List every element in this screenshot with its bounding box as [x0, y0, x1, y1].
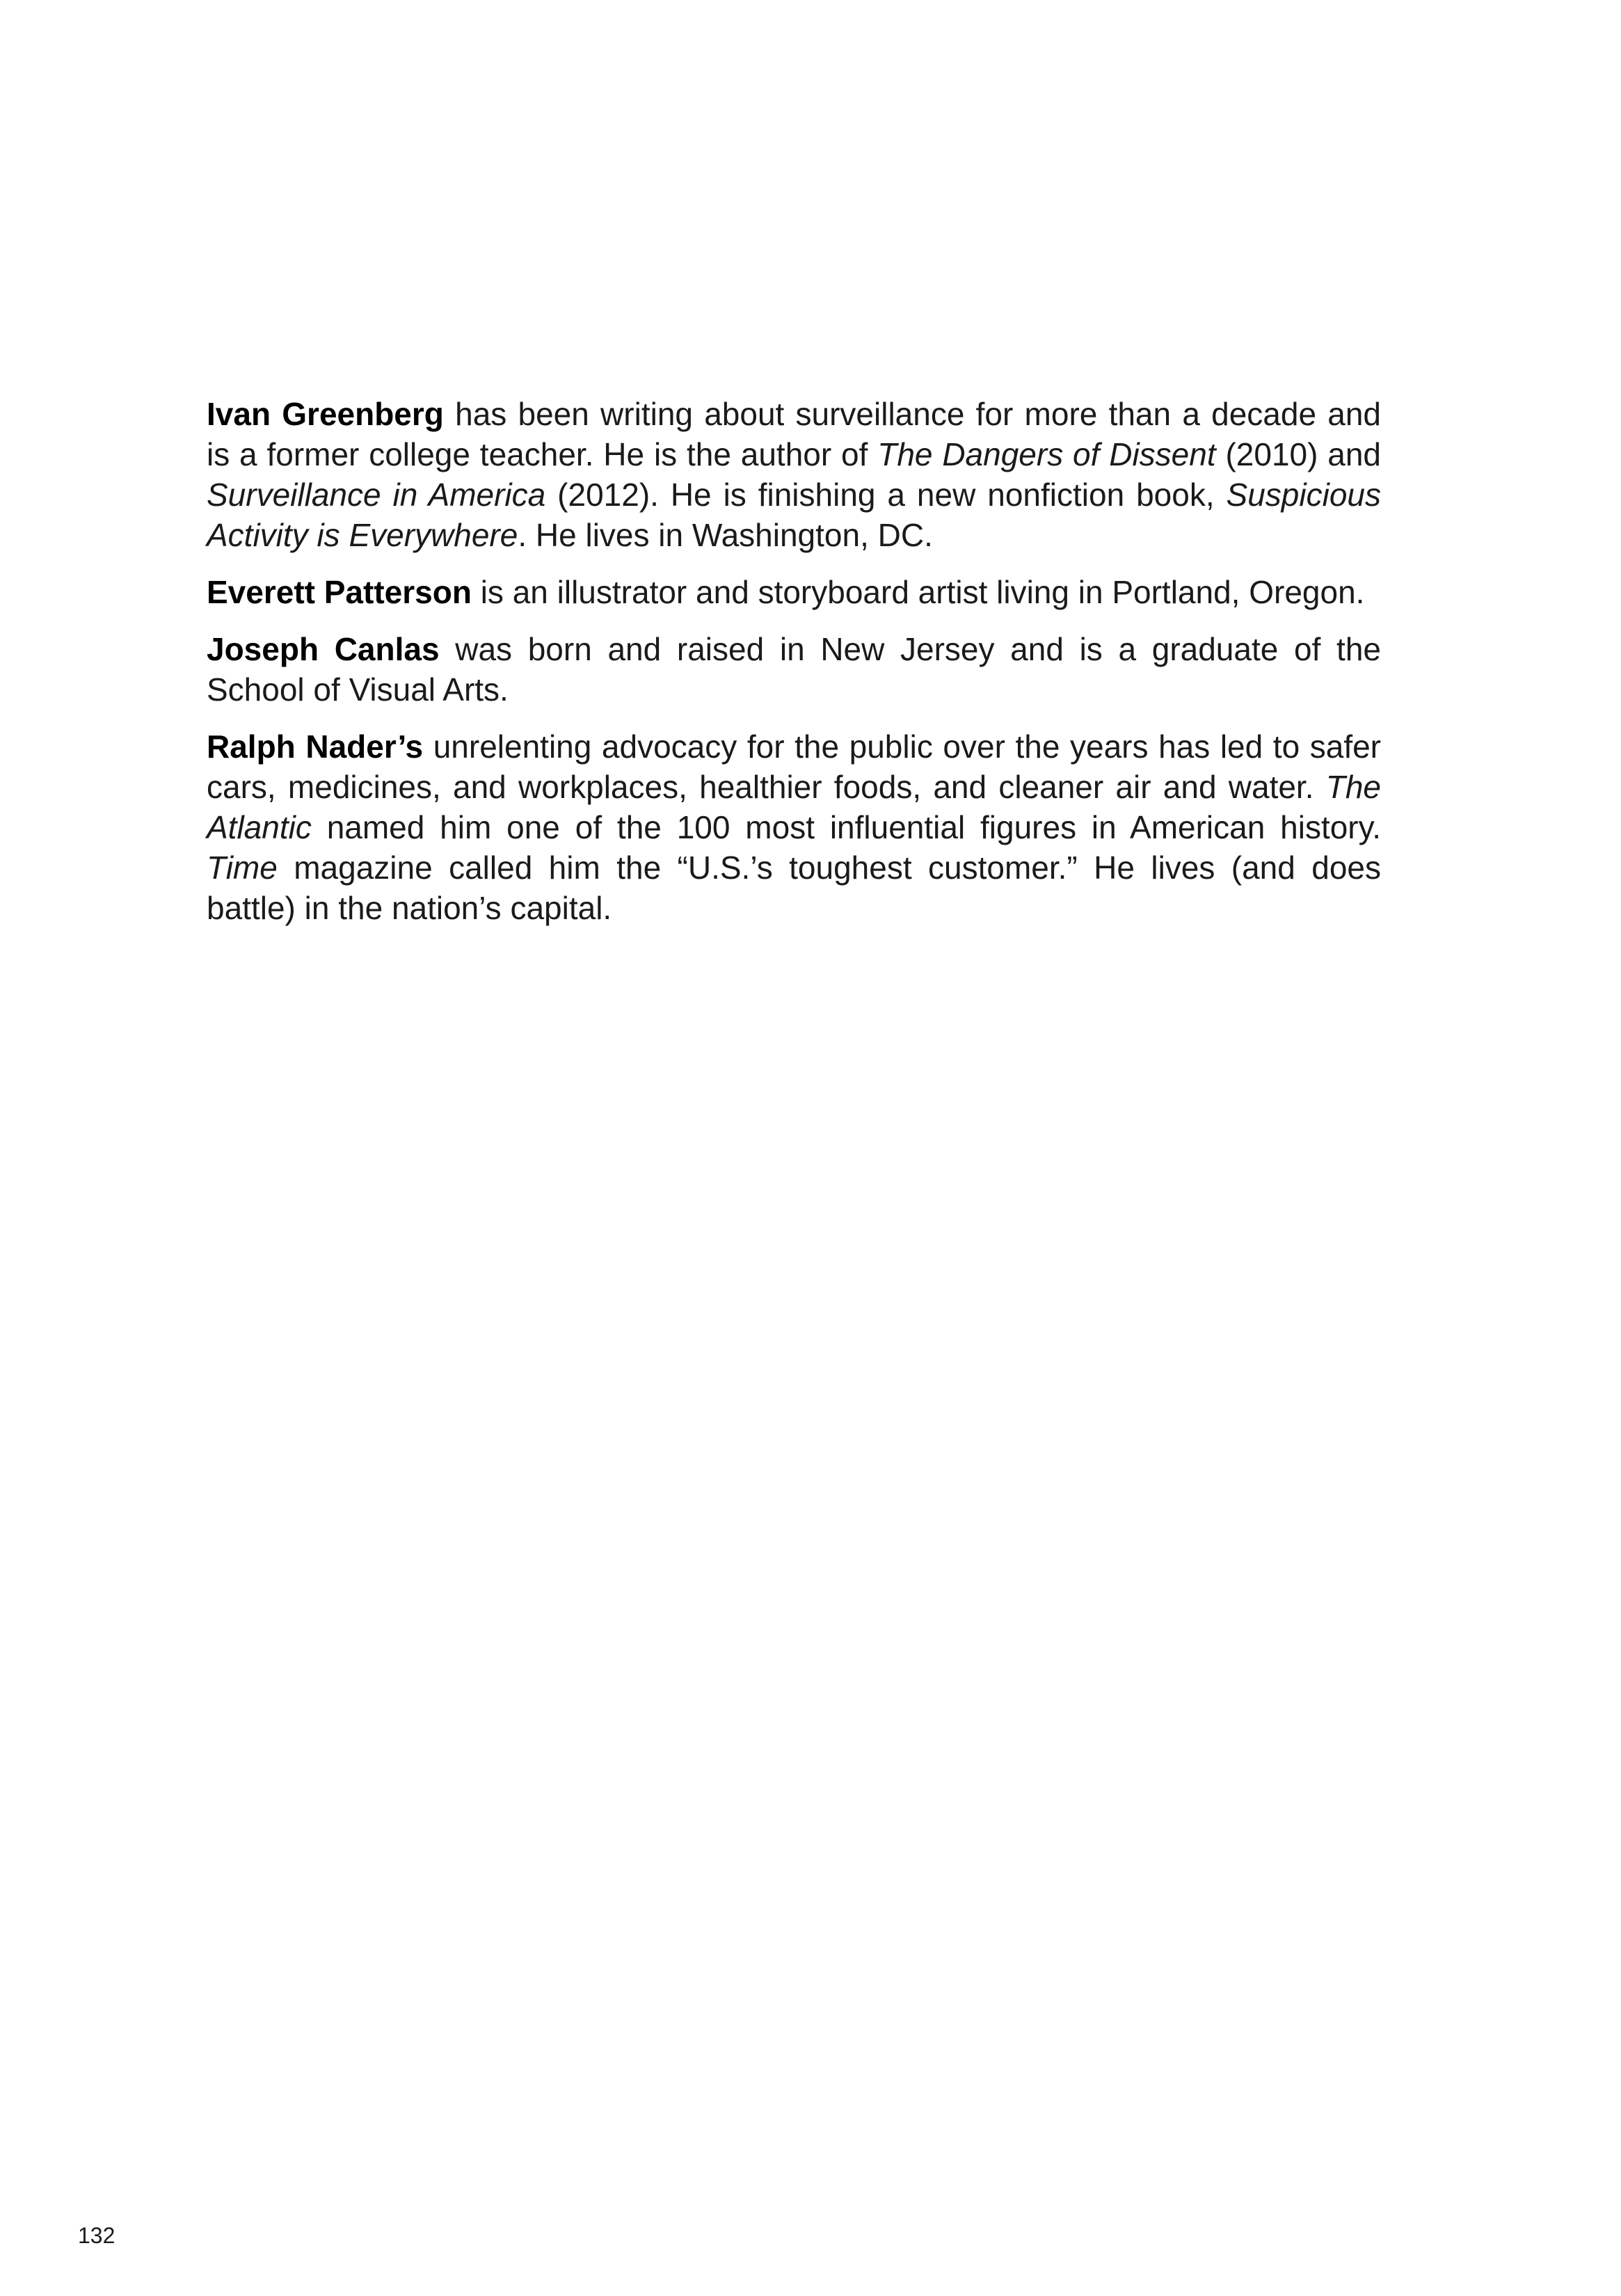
bio-name: Everett Patterson: [207, 574, 472, 610]
bio-name: Ivan Greenberg: [207, 396, 444, 432]
book-title: Surveillance in America: [207, 477, 546, 513]
book-title: The Dangers of Dissent: [877, 436, 1216, 472]
bio-ralph-nader: Ralph Nader’s unrelenting advocacy for the public over the years has led to safer cars, medicines, and workplaces, healthier foods, and cleaner air and water. The Atlantic named him one of the 100 most influential figures in American history. Time magazine called him the “U.S.’s toughest customer.” He lives (and does battle) in the nation’s capital.: [207, 728, 1381, 926]
publication-title: The Atlantic: [207, 769, 1381, 845]
bio-name: Ralph Nader’s: [207, 728, 424, 765]
bio-ivan-greenberg: Ivan Greenberg has been writing about surveillance for more than a decade and is a former college teacher. He is the author of The Dangers of Dissent (2010) and Surveillance in America (2012). He is finishing a new nonfiction book, Suspicious Activity is Everywhere. He lives in Washington, DC.: [207, 396, 1382, 553]
publication-title: Time: [207, 850, 278, 886]
bio-joseph-canlas: Joseph Canlas was born and raised in New Jersey and is a graduate of the School of Visual Arts.: [207, 631, 1381, 708]
bio-name: Joseph Canlas: [207, 631, 440, 667]
bio-everett-patterson: Everett Patterson is an illustrator and storyboard artist living in Portland, Oregon.: [207, 574, 1365, 610]
book-title: Suspicious Activity is Everywhere: [207, 477, 1381, 553]
page-number: 132: [78, 2223, 115, 2248]
contributor-bios: [207, 394, 1381, 945]
